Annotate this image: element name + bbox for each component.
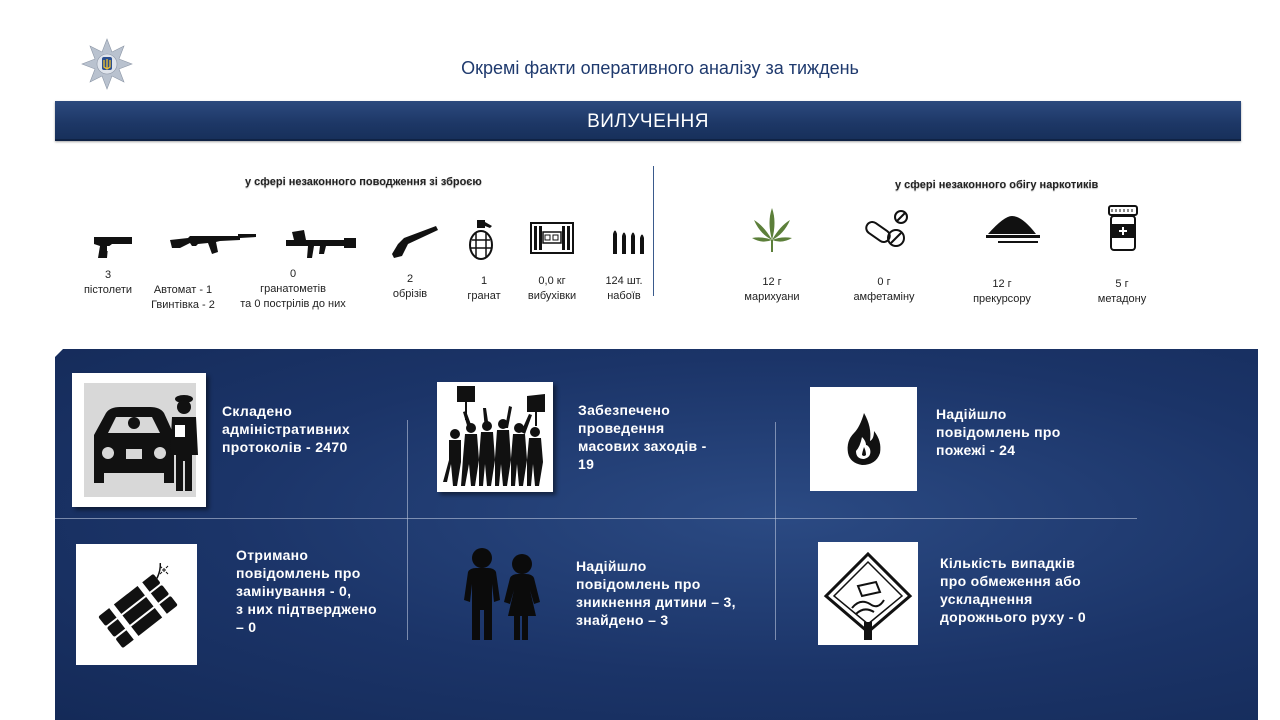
drug-stat-methadone: [1084, 277, 1160, 307]
panel-divider-vertical: [775, 422, 776, 640]
stat-line: ускладнення: [940, 591, 1033, 607]
panel-divider-horizontal: [55, 518, 1137, 519]
panel-divider-vertical: [407, 420, 408, 640]
rifle-icon: [168, 232, 258, 260]
weapon-stat-grenades: [458, 274, 510, 304]
bomb-threats-stat: [236, 546, 377, 636]
weapon-stat-grenade-launchers: [226, 267, 360, 312]
stat-label: обрізів: [392, 288, 428, 300]
parents-icon: [456, 546, 552, 642]
stat-line: пожежі - 24: [936, 442, 1016, 458]
stat-line: повідомлень про: [576, 576, 701, 592]
stat-line: дорожнього руху - 0: [940, 609, 1086, 625]
card-image: [76, 544, 197, 665]
fire-icon: [810, 387, 917, 491]
stat-label: гранат: [467, 290, 501, 302]
banner-label: ВИЛУЧЕННЯ: [587, 111, 709, 132]
stat-line: масових заходів -: [578, 438, 707, 454]
stat-label: гранатометів: [260, 283, 326, 295]
panel-corner: [55, 349, 63, 357]
stat-line: замінування - 0,: [236, 583, 352, 599]
weapon-stat-explosives: [518, 274, 586, 304]
stat-label: та 0 пострілів до них: [240, 298, 346, 310]
stat-line: Надійшло: [576, 558, 647, 574]
stat-label: амфетаміну: [853, 291, 915, 303]
stat-line: протоколів - 2470: [222, 439, 348, 455]
powder-icon: [984, 212, 1042, 246]
stat-value: 0 г: [877, 276, 891, 288]
stat-label: набоїв: [607, 290, 641, 302]
drugs-section-title: у сфері незаконного обігу наркотиків: [895, 179, 1099, 191]
stat-line: з них підтверджено: [236, 601, 377, 617]
stat-label: марихуани: [744, 291, 800, 303]
card-image: [437, 382, 553, 492]
stat-value: 2: [406, 273, 414, 285]
stat-line: Отримано: [236, 547, 309, 563]
stat-value: Автомат - 1: [153, 284, 213, 296]
sawed-off-icon: [390, 224, 438, 260]
card-image: [818, 542, 918, 645]
stat-line: Складено: [222, 403, 293, 419]
protocols-stat: [222, 402, 350, 456]
stat-value: 5 г: [1115, 278, 1129, 290]
pill-jar-icon: [1104, 204, 1142, 252]
weapon-stat-bullets: [596, 274, 652, 304]
grenade-icon: [466, 218, 496, 262]
weapon-stat-sawed-offs: [380, 272, 440, 302]
missing-children-stat: [576, 557, 736, 629]
protest-crowd-icon: [437, 382, 553, 492]
stat-value: 0,0 кг: [538, 275, 566, 287]
pills-icon: [862, 208, 910, 250]
stat-value: 0: [289, 268, 297, 280]
stat-label: вибухівки: [527, 290, 577, 302]
weapons-section-title: у сфері незаконного поводження зі зброєю: [245, 176, 482, 188]
stat-label: Гвинтівка - 2: [151, 299, 215, 311]
cannabis-leaf-icon: [750, 206, 794, 254]
stat-line: адміністративних: [222, 421, 350, 437]
stat-value: 12 г: [992, 278, 1012, 290]
slide-title: Окремі факти оперативного аналізу за тиждень: [461, 58, 859, 78]
stat-label: прекурсору: [973, 293, 1031, 305]
stat-value: 12 г: [762, 276, 782, 288]
stat-line: – 0: [236, 619, 257, 635]
police-star-logo: [78, 38, 136, 90]
stat-line: Забезпечено: [578, 402, 671, 418]
grenade-launcher-icon: [284, 228, 358, 262]
stat-line: повідомлень про: [936, 424, 1061, 440]
card-image: [72, 373, 206, 507]
seizures-banner: [55, 101, 1241, 141]
weapon-stat-pistols: [74, 268, 142, 298]
stat-value: 3: [104, 269, 112, 281]
pistol-icon: [92, 234, 134, 260]
police-car-icon: [72, 373, 206, 507]
stat-line: проведення: [578, 420, 665, 436]
card-image: [810, 387, 917, 491]
stat-line: Надійшло: [936, 406, 1007, 422]
section-divider: [653, 166, 654, 296]
stat-label: пістолети: [83, 284, 133, 296]
weapon-stat-rifles: [142, 283, 224, 313]
stat-label: метадону: [1097, 293, 1147, 305]
stat-line: про обмеження або: [940, 573, 1082, 589]
stat-line: повідомлень про: [236, 565, 361, 581]
stat-line: Кількість випадків: [940, 555, 1076, 571]
stat-line: 19: [578, 456, 595, 472]
stat-line: знайдено – 3: [576, 612, 669, 628]
stat-value: 1: [480, 275, 488, 287]
drug-stat-marijuana: [732, 275, 812, 305]
dynamite-icon: [76, 544, 197, 665]
stat-value: 124 шт.: [605, 275, 643, 287]
slippery-road-sign-icon: [818, 542, 918, 645]
explosive-icon: [528, 220, 576, 256]
drug-stat-precursor: [960, 277, 1044, 307]
fires-stat: [936, 405, 1061, 459]
mass-events-stat: [578, 401, 707, 473]
stat-line: зникнення дитини – 3,: [576, 594, 736, 610]
drug-stat-amphetamine: [842, 275, 926, 305]
bullets-icon: [610, 224, 646, 256]
road-restrictions-stat: [940, 554, 1086, 626]
